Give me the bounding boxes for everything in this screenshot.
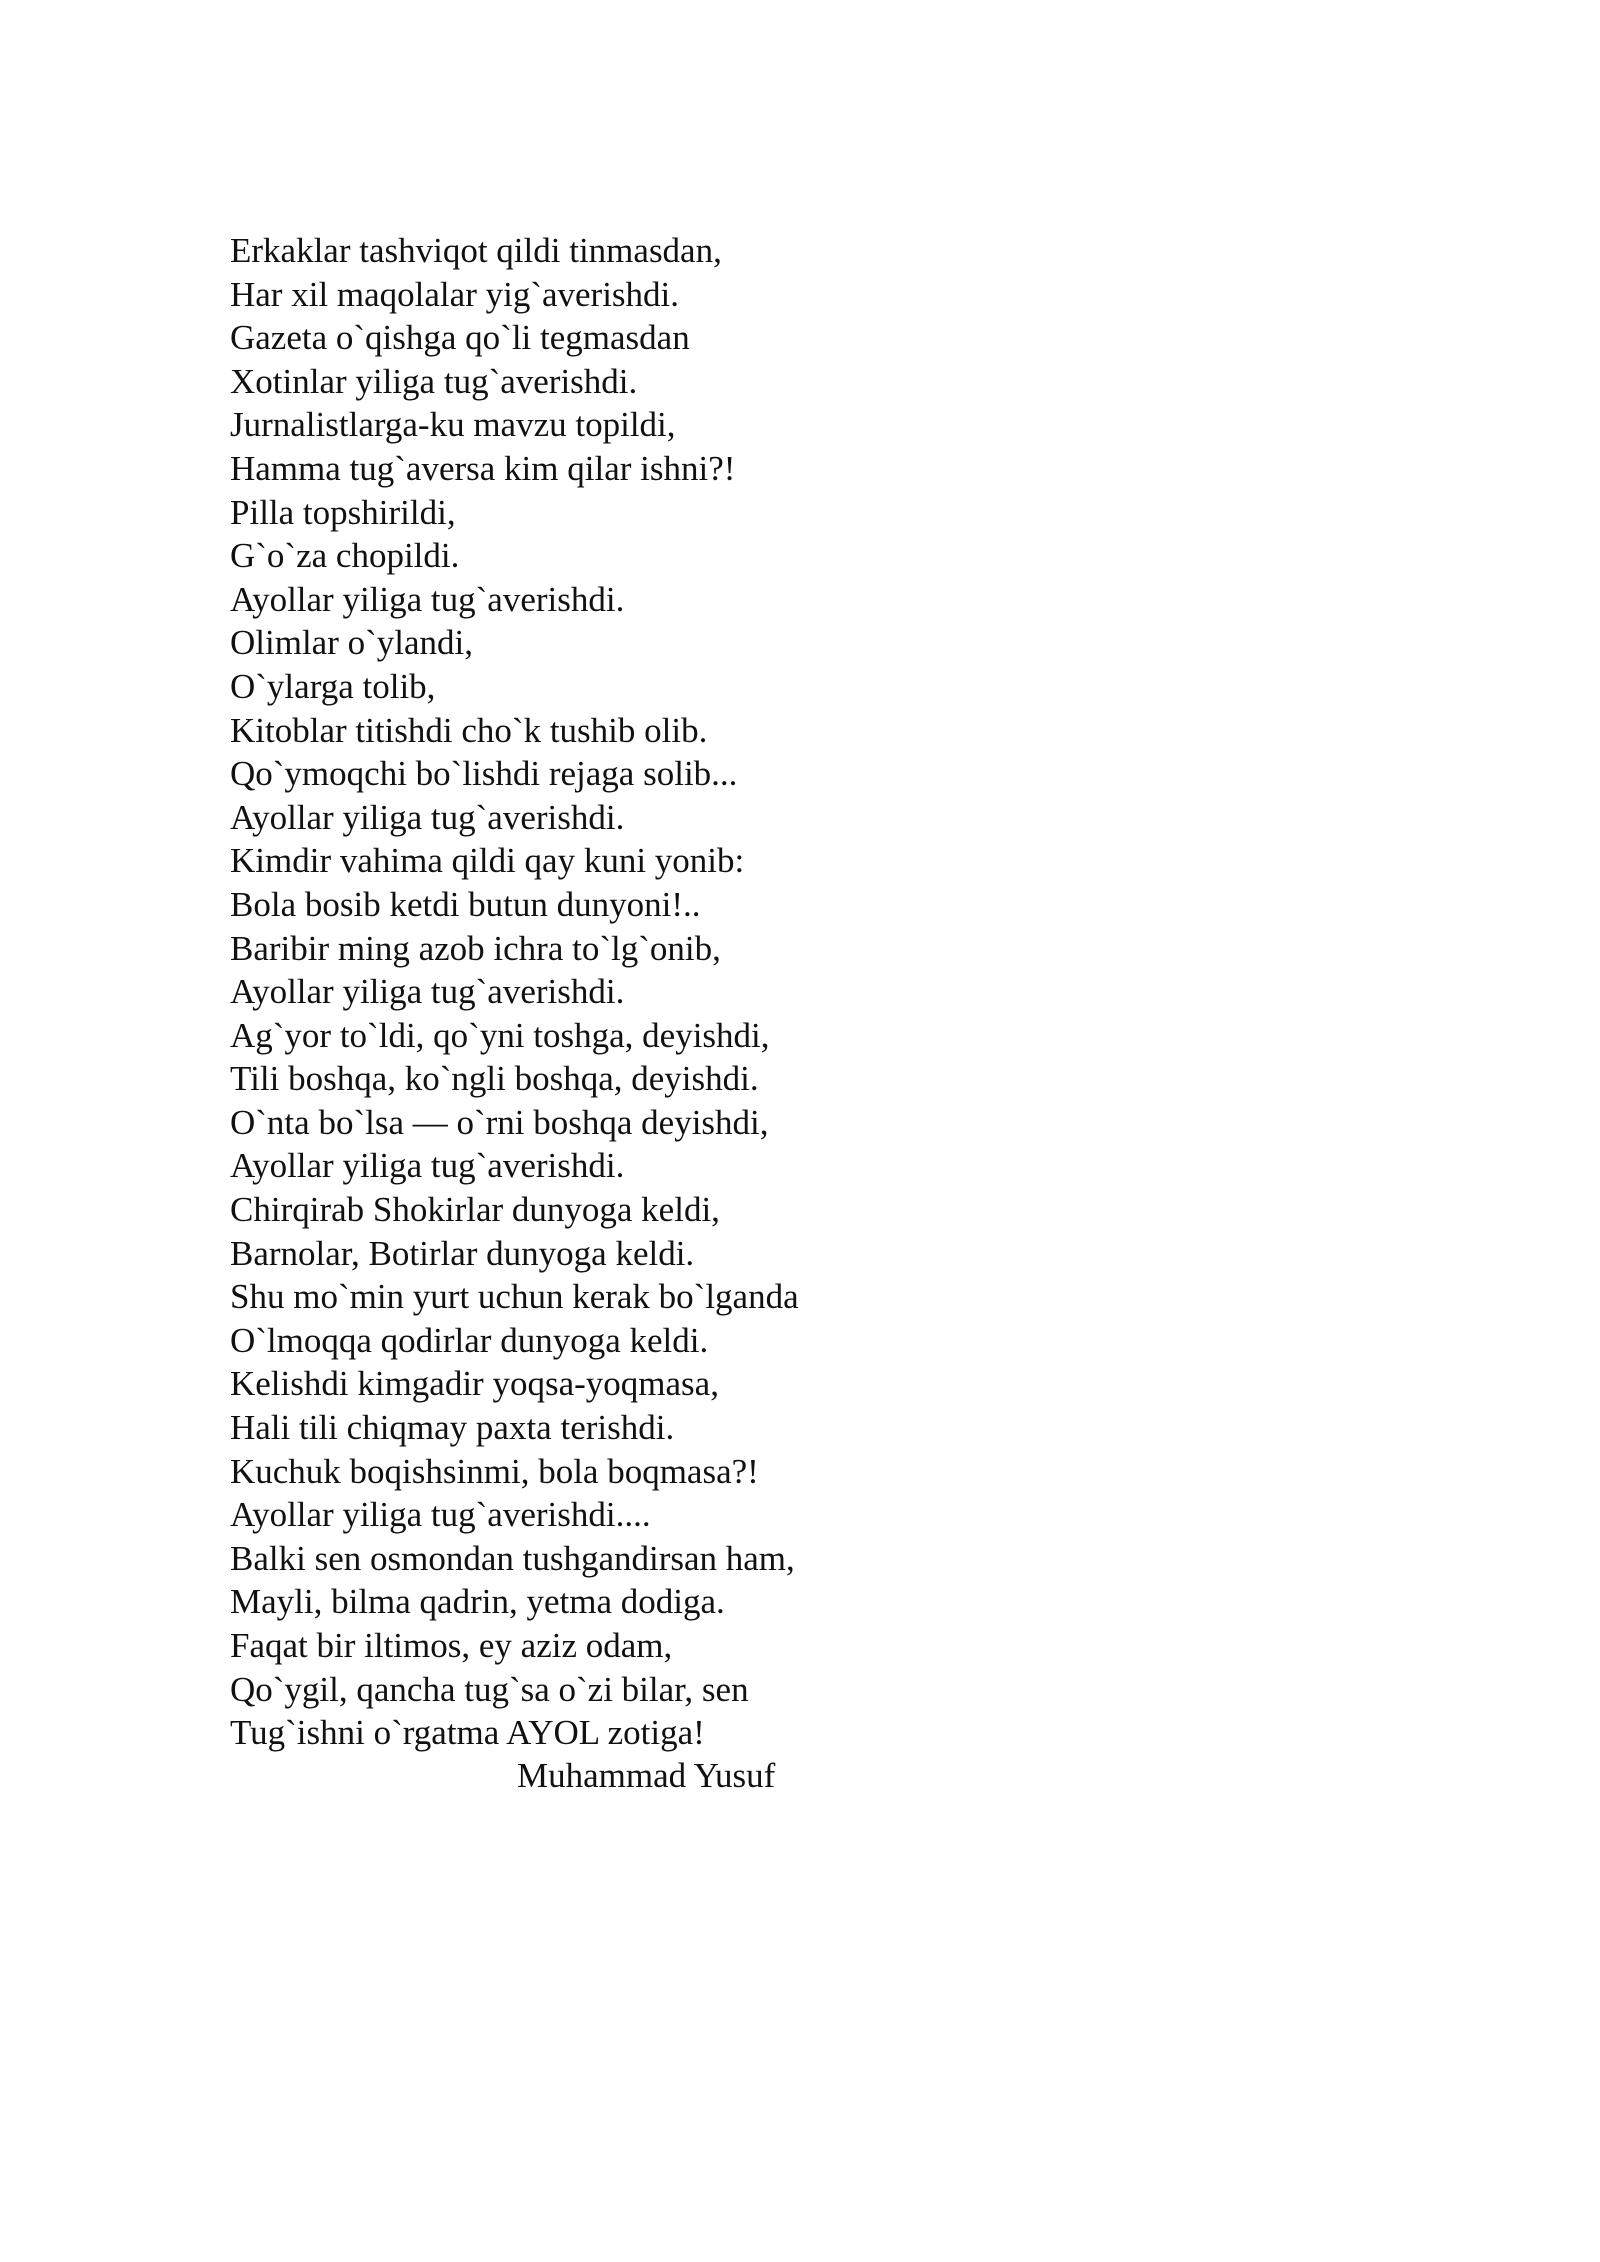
poem-line: Har xil maqolalar yig`averishdi. — [230, 274, 680, 314]
poem-line: G`o`za chopildi. — [230, 536, 460, 576]
poem-line: O`lmoqqa qodirlar dunyoga keldi. — [230, 1320, 709, 1360]
poem-line: Faqat bir iltimos, ey aziz odam, — [230, 1626, 673, 1665]
poem-line: Xotinlar yiliga tug`averishdi. — [230, 361, 638, 401]
poem-line: Barnolar, Botirlar dunyoga keldi. — [230, 1233, 695, 1273]
poem-line: Jurnalistlarga-ku mavzu topildi, — [230, 405, 676, 445]
poem-line: Olimlar o`ylandi, — [230, 623, 474, 663]
poem-line: Kitoblar titishdi cho`k tushib olib. — [230, 710, 708, 750]
poem-line: O`nta bo`lsa — o`rni boshqa deyishdi, — [230, 1102, 769, 1142]
poem-line: Shu mo`min yurt uchun kerak bo`lganda — [230, 1277, 799, 1317]
poem-line: Qo`ymoqchi bo`lishdi rejaga solib... — [230, 754, 738, 794]
poem-line: Pilla topshirildi, — [230, 492, 456, 532]
author-signature: Muhammad Yusuf — [517, 1756, 776, 1795]
poem-line: Kuchuk boqishsinmi, bola boqmasa?! — [230, 1451, 759, 1491]
poem-line: Erkaklar tashviqot qildi tinmasdan, — [230, 231, 722, 270]
poem-line: Hali tili chiqmay paxta terishdi. — [230, 1408, 675, 1448]
poem-line: Kelishdi kimgadir yoqsa-yoqmasa, — [230, 1364, 719, 1404]
poem-line: Mayli, bilma qadrin, yetma dodiga. — [230, 1582, 725, 1622]
poem-line: Ayollar yiliga tug`averishdi. — [230, 797, 625, 837]
poem-line: Hamma tug`aversa kim qilar ishni?! — [230, 448, 736, 488]
poem-line: O`ylarga tolib, — [230, 666, 436, 706]
poem-line: Tili boshqa, ko`ngli boshqa, deyishdi. — [230, 1059, 759, 1099]
poem-line: Ayollar yiliga tug`averishdi.... — [230, 1495, 651, 1535]
poem-line: Ayollar yiliga tug`averishdi. — [230, 1146, 625, 1186]
poem-body — [230, 229, 1430, 1755]
poem-line: Balki sen osmondan tushgandirsan ham, — [230, 1538, 795, 1578]
poem-line: Ayollar yiliga tug`averishdi. — [230, 972, 625, 1012]
poem-line: Qo`ygil, qancha tug`sa o`zi bilar, sen — [230, 1669, 749, 1709]
poem-line: Gazeta o`qishga qo`li tegmasdan — [230, 318, 690, 358]
poem-line: Tug`ishni o`rgatma AYOL zotiga! — [230, 1713, 705, 1753]
poem-line: Ayollar yiliga tug`averishdi. — [230, 579, 625, 619]
poem-line: Baribir ming azob ichra to`lg`onib, — [230, 928, 721, 968]
poem-line: Chirqirab Shokirlar dunyoga keldi, — [230, 1190, 720, 1230]
poem-line: Kimdir vahima qildi qay kuni yonib: — [230, 841, 745, 881]
poem-line: Bola bosib ketdi butun dunyoni!.. — [230, 884, 701, 924]
poem-line: Ag`yor to`ldi, qo`yni toshga, deyishdi, — [230, 1015, 770, 1055]
